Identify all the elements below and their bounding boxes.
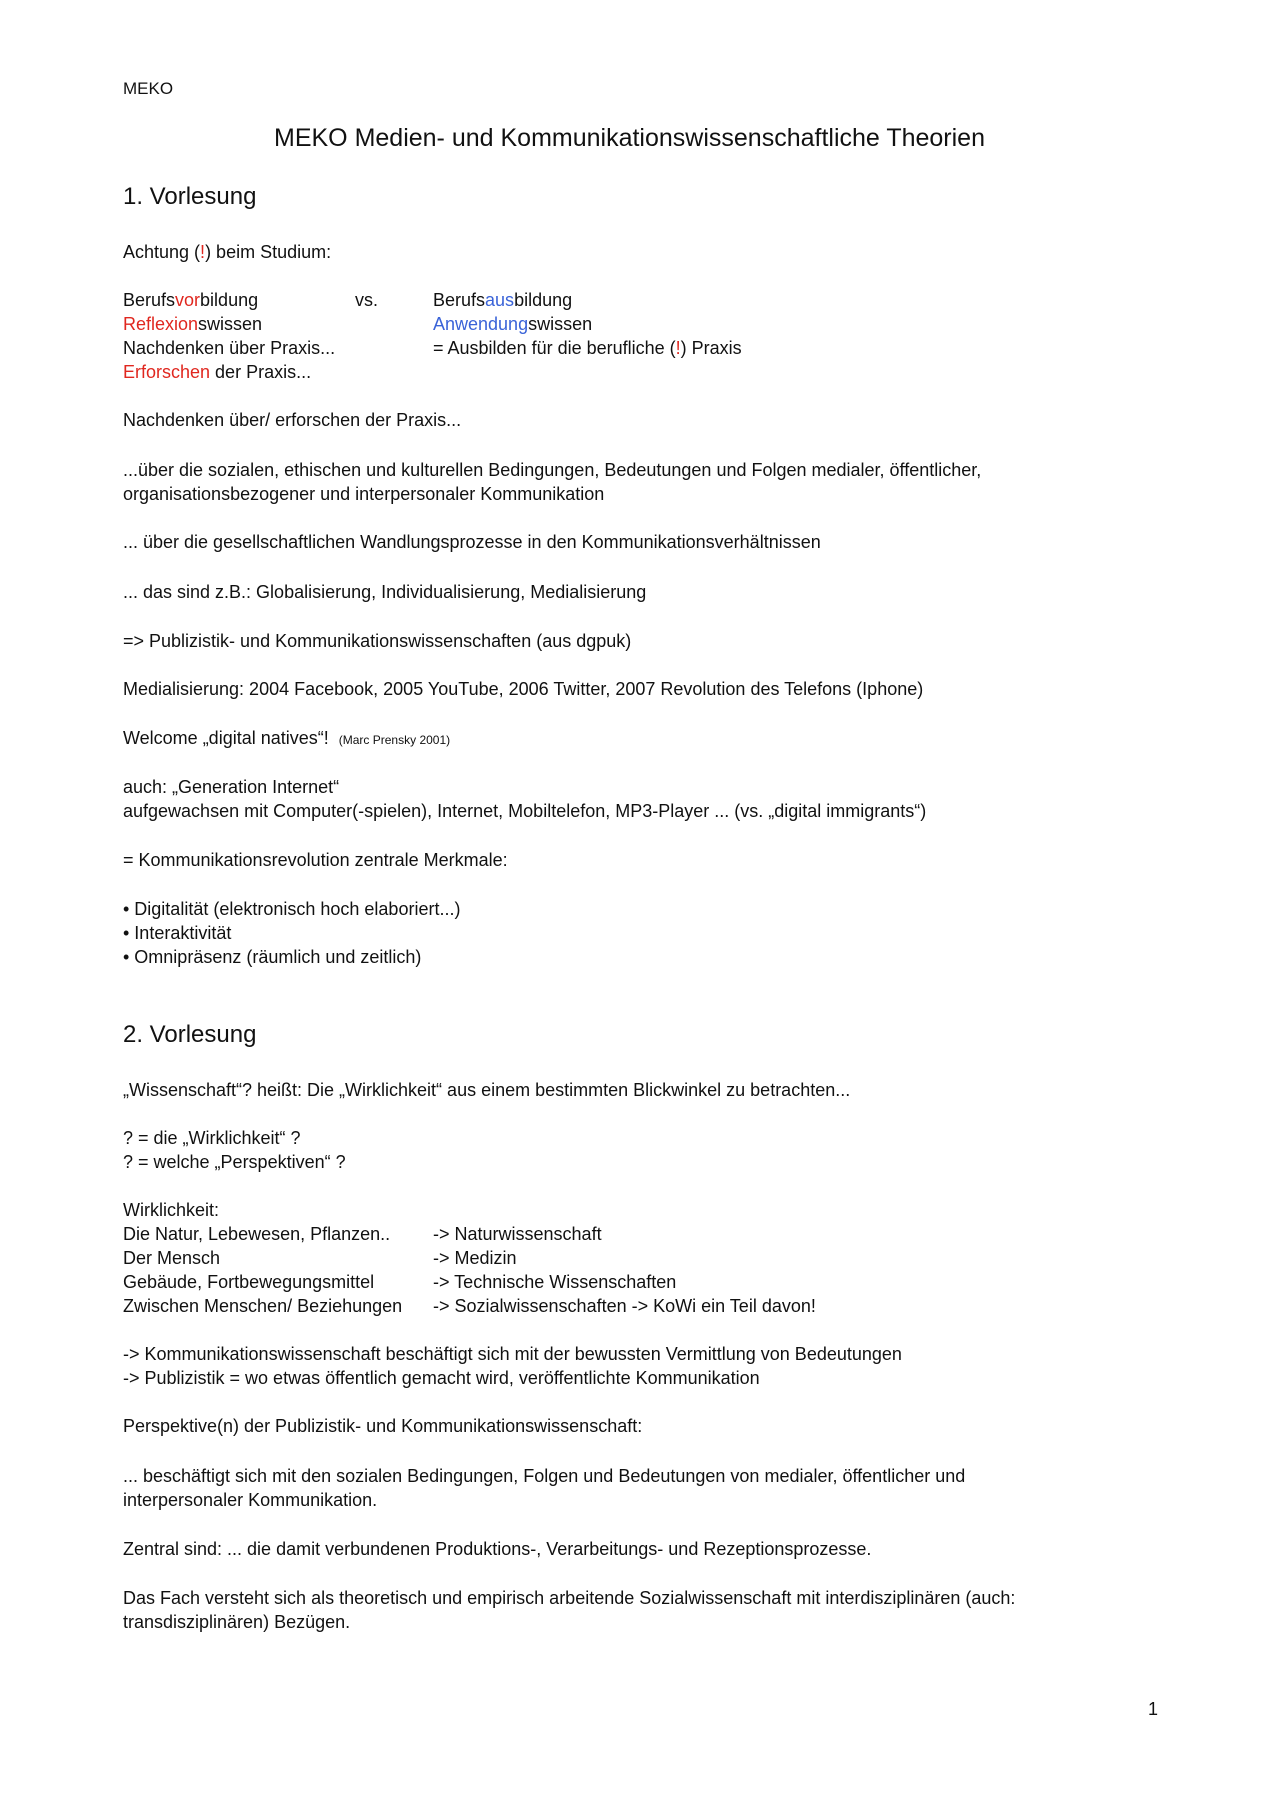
arrow-line: -> Publizistik = wo etwas öffentlich gemacht wird, veröffentlichte Kommunikation bbox=[123, 1368, 760, 1388]
page-title: MEKO Medien- und Kommunikationswissenschaftliche Theorien bbox=[274, 124, 985, 152]
list-item: • Interaktivität bbox=[123, 923, 232, 943]
list-item: • Omnipräsenz (räumlich und zeitlich) bbox=[123, 947, 422, 967]
wirklichkeit-label: Wirklichkeit: bbox=[123, 1200, 220, 1220]
paragraph: => Publizistik- und Kommunikationswissenschaften (aus dgpuk) bbox=[123, 631, 632, 651]
wk-row-left: Der Mensch bbox=[123, 1248, 221, 1268]
blue-segment: Anwendung bbox=[433, 314, 529, 334]
paragraph-line: Das Fach versteht sich als theoretisch und empirisch arbeitende Sozialwissenschaft mit interdisziplinären (auch: bbox=[123, 1588, 1016, 1608]
page-number: 1 bbox=[1148, 1699, 1159, 1719]
compare-left-3: Nachdenken über Praxis... bbox=[123, 338, 336, 358]
welcome-line bbox=[123, 726, 450, 752]
list-item: • Digitalität (elektronisch hoch elaboriert...) bbox=[123, 899, 461, 919]
wk-row-left: Die Natur, Lebewesen, Pflanzen.. bbox=[123, 1224, 391, 1244]
paragraph: „Wissenschaft“? heißt: Die „Wirklichkeit“ aus einem bestimmten Blickwinkel zu betrachten... bbox=[123, 1080, 851, 1100]
paragraph-line: transdisziplinären) Bezügen. bbox=[123, 1612, 351, 1632]
text-segment: bildung bbox=[514, 290, 573, 310]
text-segment: Berufs bbox=[433, 290, 486, 310]
paragraph-line: ... beschäftigt sich mit den sozialen Bedingungen, Folgen und Bedeutungen von medialer, öffentlicher und bbox=[123, 1466, 966, 1486]
running-head: MEKO bbox=[123, 79, 174, 98]
text-segment: swissen bbox=[198, 314, 263, 334]
text-segment: der Praxis... bbox=[210, 362, 312, 382]
red-segment: Reflexion bbox=[123, 314, 199, 334]
paragraph-line: interpersonaler Kommunikation. bbox=[123, 1490, 378, 1510]
section-heading-1: 1. Vorlesung bbox=[123, 183, 257, 210]
paragraph-line: auch: „Generation Internet“ bbox=[123, 777, 340, 797]
achtung-pre: Achtung ( bbox=[123, 242, 201, 262]
wk-row-right: -> Technische Wissenschaften bbox=[433, 1272, 677, 1292]
wk-row-right: -> Sozialwissenschaften -> KoWi ein Teil davon! bbox=[433, 1296, 816, 1316]
text-segment: swissen bbox=[528, 314, 593, 334]
paragraph-line: aufgewachsen mit Computer(-spielen), Internet, Mobiltelefon, MP3-Player ... (vs. „digital immigrants“) bbox=[123, 801, 927, 821]
achtung-line bbox=[123, 240, 331, 264]
section-heading-2: 2. Vorlesung bbox=[123, 1021, 257, 1048]
paragraph-line: organisationsbezogener und interpersonaler Kommunikation bbox=[123, 484, 605, 504]
wk-row-right: -> Medizin bbox=[433, 1248, 517, 1268]
red-segment: ! bbox=[675, 338, 681, 358]
achtung-mark: ! bbox=[200, 242, 206, 262]
compare-vs: vs. bbox=[355, 290, 379, 310]
paragraph: ... das sind z.B.: Globalisierung, Individualisierung, Medialisierung bbox=[123, 582, 647, 602]
wk-row-right: -> Naturwissenschaft bbox=[433, 1224, 602, 1244]
paragraph: ... über die gesellschaftlichen Wandlungsprozesse in den Kommunikationsverhältnissen bbox=[123, 532, 821, 552]
wk-row-left: Zwischen Menschen/ Beziehungen bbox=[123, 1296, 403, 1316]
blue-segment: aus bbox=[485, 290, 515, 310]
question-line: ? = die „Wirklichkeit“ ? bbox=[123, 1128, 301, 1148]
paragraph: Zentral sind: ... die damit verbundenen Produktions-, Verarbeitungs- und Rezeptionsprozesse. bbox=[123, 1539, 872, 1559]
text-segment: ) Praxis bbox=[680, 338, 742, 358]
text-segment: bildung bbox=[200, 290, 259, 310]
paragraph: Perspektive(n) der Publizistik- und Kommunikationswissenschaft: bbox=[123, 1416, 643, 1436]
compare-left-2 bbox=[123, 312, 262, 336]
text-segment: Berufs bbox=[123, 290, 176, 310]
paragraph: Nachdenken über/ erforschen der Praxis... bbox=[123, 410, 462, 430]
arrow-line: -> Kommunikationswissenschaft beschäftigt sich mit der bewussten Vermittlung von Bedeutungen bbox=[123, 1344, 902, 1364]
compare-left-1 bbox=[123, 288, 258, 312]
paragraph: = Kommunikationsrevolution zentrale Merkmale: bbox=[123, 850, 508, 870]
achtung-post: ) beim Studium: bbox=[205, 242, 332, 262]
compare-left-4 bbox=[123, 360, 311, 384]
red-segment: vor bbox=[175, 290, 201, 310]
text-segment: = Ausbilden für die berufliche ( bbox=[433, 338, 676, 358]
citation: (Marc Prensky 2001) bbox=[338, 733, 451, 747]
question-line: ? = welche „Perspektiven“ ? bbox=[123, 1152, 346, 1172]
wk-row-left: Gebäude, Fortbewegungsmittel bbox=[123, 1272, 375, 1292]
compare-right-3 bbox=[433, 336, 742, 360]
paragraph-line: ...über die sozialen, ethischen und kulturellen Bedingungen, Bedeutungen und Folgen medialer, öffentlicher, bbox=[123, 460, 982, 480]
red-segment: Erforschen bbox=[123, 362, 211, 382]
welcome-text: Welcome „digital natives“! bbox=[123, 728, 329, 748]
compare-right-1 bbox=[433, 288, 572, 312]
compare-right-2 bbox=[433, 312, 592, 336]
paragraph: Medialisierung: 2004 Facebook, 2005 YouTube, 2006 Twitter, 2007 Revolution des Telefons (Iphone) bbox=[123, 679, 924, 699]
